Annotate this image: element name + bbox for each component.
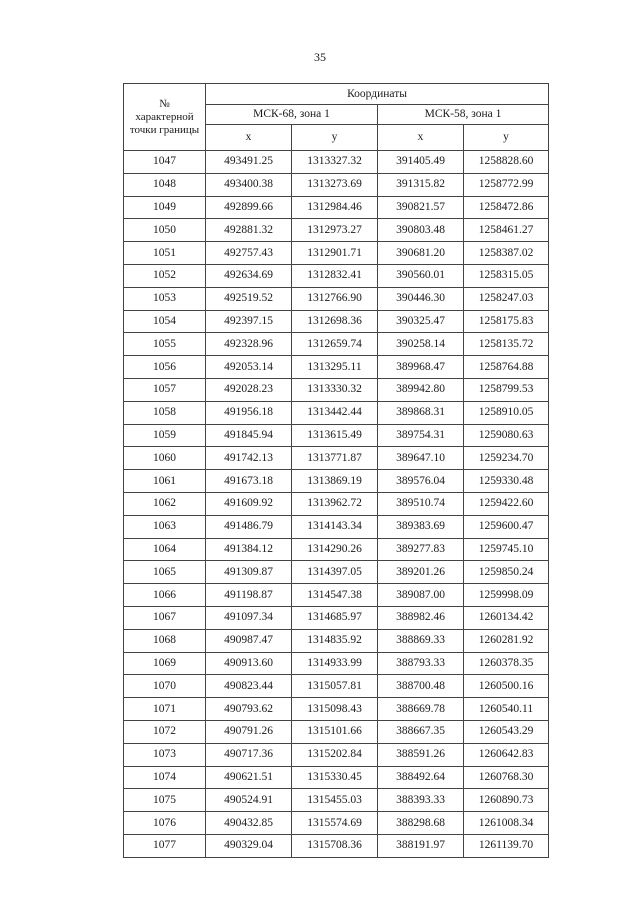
table-row [124, 264, 549, 287]
msk68-x-cell: 492028.23 [206, 378, 292, 401]
msk68-y-cell: 1312973.27 [292, 219, 378, 242]
table-row [124, 789, 549, 812]
msk68-x-cell: 490823.44 [206, 675, 292, 698]
msk58-x-cell: 389754.31 [378, 424, 464, 447]
msk58-x-cell: 390681.20 [378, 242, 464, 265]
msk58-y-cell: 1259234.70 [464, 447, 549, 470]
msk58-x-cell: 388298.68 [378, 812, 464, 835]
msk68-x-cell: 491956.18 [206, 401, 292, 424]
msk68-x-cell: 491384.12 [206, 538, 292, 561]
msk68-y-cell: 1312901.71 [292, 242, 378, 265]
msk68-y-cell: 1313615.49 [292, 424, 378, 447]
msk58-x-cell: 389576.04 [378, 470, 464, 493]
msk68-y-cell: 1314933.99 [292, 652, 378, 675]
msk58-x-cell: 390258.14 [378, 333, 464, 356]
msk58-x-cell: 388982.46 [378, 606, 464, 629]
point-number-cell: 1052 [124, 264, 206, 287]
msk58-y-cell: 1260543.29 [464, 720, 549, 743]
point-number-cell: 1068 [124, 629, 206, 652]
table-row [124, 743, 549, 766]
table-row [124, 173, 549, 196]
msk58-y-cell: 1259850.24 [464, 561, 549, 584]
point-number-cell: 1075 [124, 789, 206, 812]
table-row [124, 720, 549, 743]
msk58-y-cell: 1258175.83 [464, 310, 549, 333]
msk68-x-cell: 493491.25 [206, 151, 292, 174]
table-row [124, 698, 549, 721]
msk58-y-cell: 1260768.30 [464, 766, 549, 789]
msk58-y-cell: 1258461.27 [464, 219, 549, 242]
msk58-y-cell: 1259745.10 [464, 538, 549, 561]
msk68-x-cell: 490621.51 [206, 766, 292, 789]
msk68-y-cell: 1315101.66 [292, 720, 378, 743]
msk58-y-cell: 1258472.86 [464, 196, 549, 219]
msk58-y-cell: 1258799.53 [464, 378, 549, 401]
point-number-cell: 1066 [124, 584, 206, 607]
msk68-y-cell: 1312832.41 [292, 264, 378, 287]
msk68-x-cell: 491845.94 [206, 424, 292, 447]
table-row [124, 333, 549, 356]
msk68-x-cell: 492328.96 [206, 333, 292, 356]
msk58-x-cell: 390325.47 [378, 310, 464, 333]
coordinates-table [123, 83, 549, 858]
table-row [124, 378, 549, 401]
point-number-cell: 1062 [124, 492, 206, 515]
point-number-cell: 1047 [124, 151, 206, 174]
msk68-y-cell: 1314290.26 [292, 538, 378, 561]
system-msk68-header: МСК-68, зона 1 [206, 105, 378, 125]
msk68-y-cell: 1314397.05 [292, 561, 378, 584]
msk68-y-cell: 1312766.90 [292, 287, 378, 310]
point-number-cell: 1060 [124, 447, 206, 470]
point-header-line-2: характерной [135, 110, 194, 123]
msk58-x-cell: 391315.82 [378, 173, 464, 196]
msk58-x-cell: 389868.31 [378, 401, 464, 424]
msk68-x-cell: 490329.04 [206, 834, 292, 857]
table-row [124, 424, 549, 447]
msk68-x-cell: 492634.69 [206, 264, 292, 287]
msk68-y-cell: 1315057.81 [292, 675, 378, 698]
msk58-x-cell: 388667.35 [378, 720, 464, 743]
msk68-y-cell: 1314685.97 [292, 606, 378, 629]
msk68-y-cell: 1315098.43 [292, 698, 378, 721]
msk58-x-cell: 388492.64 [378, 766, 464, 789]
point-number-cell: 1070 [124, 675, 206, 698]
point-number-header [124, 84, 206, 151]
point-header-line-3: точки границы [129, 123, 200, 136]
msk68-x-cell: 491486.79 [206, 515, 292, 538]
coordinates-header: Координаты [206, 84, 549, 105]
page-number: 35 [314, 50, 326, 64]
msk68-x-cell: 490717.36 [206, 743, 292, 766]
msk58-y-cell: 1258910.05 [464, 401, 549, 424]
msk58-y-cell: 1260642.83 [464, 743, 549, 766]
system-msk58-header: МСК-58, зона 1 [378, 105, 549, 125]
msk68-x-cell: 492757.43 [206, 242, 292, 265]
msk68-x-cell: 490432.85 [206, 812, 292, 835]
msk68-x-cell: 493400.38 [206, 173, 292, 196]
table-row [124, 766, 549, 789]
table-row [124, 310, 549, 333]
point-number-cell: 1049 [124, 196, 206, 219]
table-row [124, 652, 549, 675]
msk68-y-cell: 1314547.38 [292, 584, 378, 607]
msk58-x-cell: 388591.26 [378, 743, 464, 766]
msk68-x-cell: 490524.91 [206, 789, 292, 812]
msk68-y-cell: 1312984.46 [292, 196, 378, 219]
point-number-cell: 1072 [124, 720, 206, 743]
msk68-y-cell: 1313295.11 [292, 356, 378, 379]
msk68-x-cell: 492899.66 [206, 196, 292, 219]
table-row [124, 447, 549, 470]
point-number-cell: 1073 [124, 743, 206, 766]
table-row [124, 606, 549, 629]
point-number-cell: 1057 [124, 378, 206, 401]
msk58-y-cell: 1260890.73 [464, 789, 549, 812]
point-number-cell: 1058 [124, 401, 206, 424]
table-row [124, 401, 549, 424]
table-row [124, 356, 549, 379]
msk58-x-cell: 388700.48 [378, 675, 464, 698]
point-number-cell: 1050 [124, 219, 206, 242]
axis-x-msk58: x [378, 125, 464, 151]
table-row [124, 584, 549, 607]
msk58-x-cell: 390803.48 [378, 219, 464, 242]
msk68-x-cell: 490791.26 [206, 720, 292, 743]
msk68-x-cell: 491198.87 [206, 584, 292, 607]
msk68-y-cell: 1313442.44 [292, 401, 378, 424]
msk68-y-cell: 1312659.74 [292, 333, 378, 356]
table-row [124, 470, 549, 493]
point-number-cell: 1074 [124, 766, 206, 789]
table-row [124, 561, 549, 584]
msk68-y-cell: 1314143.34 [292, 515, 378, 538]
msk58-y-cell: 1260378.35 [464, 652, 549, 675]
msk68-x-cell: 491609.92 [206, 492, 292, 515]
table-row [124, 196, 549, 219]
msk68-y-cell: 1315455.03 [292, 789, 378, 812]
point-number-cell: 1067 [124, 606, 206, 629]
msk58-y-cell: 1260134.42 [464, 606, 549, 629]
point-number-cell: 1069 [124, 652, 206, 675]
point-number-cell: 1076 [124, 812, 206, 835]
msk58-y-cell: 1259422.60 [464, 492, 549, 515]
axis-y-msk68: y [292, 125, 378, 151]
table-row [124, 675, 549, 698]
msk58-y-cell: 1259998.09 [464, 584, 549, 607]
msk58-x-cell: 389201.26 [378, 561, 464, 584]
msk58-y-cell: 1258247.03 [464, 287, 549, 310]
msk58-x-cell: 389087.00 [378, 584, 464, 607]
msk68-y-cell: 1313330.32 [292, 378, 378, 401]
point-number-cell: 1063 [124, 515, 206, 538]
msk58-y-cell: 1258772.99 [464, 173, 549, 196]
msk68-x-cell: 491097.34 [206, 606, 292, 629]
msk58-x-cell: 389647.10 [378, 447, 464, 470]
msk68-y-cell: 1313771.87 [292, 447, 378, 470]
msk68-x-cell: 492397.15 [206, 310, 292, 333]
msk58-y-cell: 1258387.02 [464, 242, 549, 265]
msk58-y-cell: 1261139.70 [464, 834, 549, 857]
point-number-cell: 1059 [124, 424, 206, 447]
msk68-x-cell: 490987.47 [206, 629, 292, 652]
msk58-y-cell: 1260500.16 [464, 675, 549, 698]
point-number-cell: 1064 [124, 538, 206, 561]
point-number-cell: 1055 [124, 333, 206, 356]
point-number-cell: 1051 [124, 242, 206, 265]
point-header-line-1: № [159, 97, 170, 110]
msk58-x-cell: 389942.80 [378, 378, 464, 401]
msk58-x-cell: 390821.57 [378, 196, 464, 219]
msk68-y-cell: 1312698.36 [292, 310, 378, 333]
msk68-y-cell: 1314835.92 [292, 629, 378, 652]
point-number-cell: 1048 [124, 173, 206, 196]
point-number-cell: 1054 [124, 310, 206, 333]
table-row [124, 812, 549, 835]
msk68-x-cell: 491673.18 [206, 470, 292, 493]
table-row [124, 538, 549, 561]
msk58-x-cell: 388191.97 [378, 834, 464, 857]
axis-x-msk68: x [206, 125, 292, 151]
msk58-x-cell: 391405.49 [378, 151, 464, 174]
msk58-y-cell: 1260540.11 [464, 698, 549, 721]
table-row [124, 287, 549, 310]
point-number-cell: 1056 [124, 356, 206, 379]
table-row [124, 629, 549, 652]
msk68-x-cell: 491309.87 [206, 561, 292, 584]
msk58-y-cell: 1258315.05 [464, 264, 549, 287]
msk58-x-cell: 388669.78 [378, 698, 464, 721]
msk58-y-cell: 1258828.60 [464, 151, 549, 174]
point-number-cell: 1077 [124, 834, 206, 857]
msk68-y-cell: 1315708.36 [292, 834, 378, 857]
table-row [124, 492, 549, 515]
msk58-x-cell: 389968.47 [378, 356, 464, 379]
table-row [124, 242, 549, 265]
msk68-x-cell: 490793.62 [206, 698, 292, 721]
msk58-y-cell: 1259080.63 [464, 424, 549, 447]
table-row [124, 151, 549, 174]
msk68-y-cell: 1315202.84 [292, 743, 378, 766]
msk68-x-cell: 491742.13 [206, 447, 292, 470]
msk58-x-cell: 389383.69 [378, 515, 464, 538]
msk58-y-cell: 1259600.47 [464, 515, 549, 538]
msk68-y-cell: 1313327.32 [292, 151, 378, 174]
msk68-x-cell: 490913.60 [206, 652, 292, 675]
msk58-x-cell: 389510.74 [378, 492, 464, 515]
msk58-y-cell: 1261008.34 [464, 812, 549, 835]
point-number-cell: 1061 [124, 470, 206, 493]
msk68-x-cell: 492519.52 [206, 287, 292, 310]
msk68-y-cell: 1315574.69 [292, 812, 378, 835]
msk58-x-cell: 390446.30 [378, 287, 464, 310]
table-row [124, 219, 549, 242]
point-number-cell: 1071 [124, 698, 206, 721]
table-body [124, 151, 549, 858]
msk68-x-cell: 492053.14 [206, 356, 292, 379]
msk58-y-cell: 1258764.88 [464, 356, 549, 379]
msk58-y-cell: 1260281.92 [464, 629, 549, 652]
msk68-y-cell: 1313273.69 [292, 173, 378, 196]
table-row [124, 515, 549, 538]
table-row [124, 834, 549, 857]
point-number-cell: 1065 [124, 561, 206, 584]
msk68-y-cell: 1313869.19 [292, 470, 378, 493]
axis-y-msk58: y [464, 125, 549, 151]
msk58-y-cell: 1258135.72 [464, 333, 549, 356]
msk58-x-cell: 388393.33 [378, 789, 464, 812]
msk68-y-cell: 1313962.72 [292, 492, 378, 515]
msk58-x-cell: 389277.83 [378, 538, 464, 561]
msk58-x-cell: 388869.33 [378, 629, 464, 652]
msk58-x-cell: 388793.33 [378, 652, 464, 675]
msk58-x-cell: 390560.01 [378, 264, 464, 287]
msk68-x-cell: 492881.32 [206, 219, 292, 242]
point-number-cell: 1053 [124, 287, 206, 310]
msk68-y-cell: 1315330.45 [292, 766, 378, 789]
msk58-y-cell: 1259330.48 [464, 470, 549, 493]
